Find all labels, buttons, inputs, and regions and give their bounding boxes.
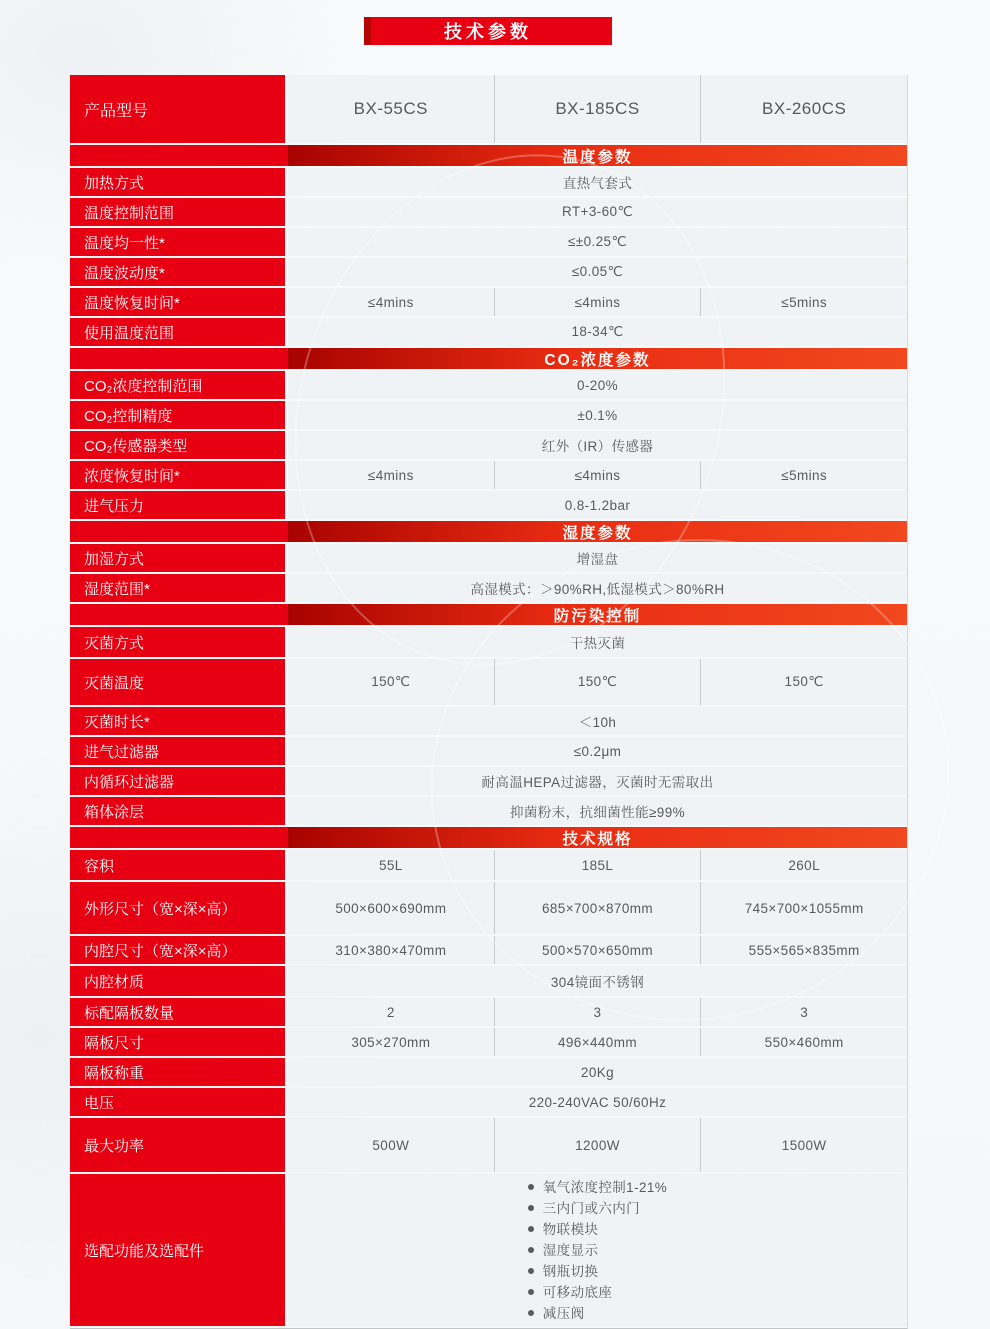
spec-row-shelf-load — [70, 1058, 907, 1086]
model-header-cells — [288, 75, 907, 143]
row-label: CO₂控制精度 — [70, 401, 285, 429]
spec-row-cabinet-coating — [70, 797, 907, 825]
row-value-col3: 550×460mm — [700, 1028, 907, 1056]
spec-row-operating-temp-range — [70, 318, 907, 346]
spec-row-humidify-method — [70, 544, 907, 572]
section-title: 技术规格 — [288, 827, 907, 848]
row-value-col2: 500×570×650mm — [494, 936, 701, 964]
row-value: RT+3-60℃ — [288, 198, 907, 226]
section-title: CO₂浓度参数 — [288, 348, 907, 369]
row-value: 耐高温HEPA过滤器，灭菌时无需取出 — [288, 767, 907, 795]
row-value: 抑菌粉末，抗细菌性能≥99% — [288, 797, 907, 825]
row-label: 内腔尺寸（宽×深×高） — [70, 936, 285, 964]
row-label: 温度控制范围 — [70, 198, 285, 226]
row-value-col2: 185L — [494, 850, 701, 880]
option-item: 钢瓶切换 — [528, 1261, 667, 1282]
option-item: 可移动底座 — [528, 1282, 667, 1303]
spec-row-humidity-range — [70, 574, 907, 602]
spec-row-co2-sensor-type — [70, 431, 907, 459]
row-value: 20Kg — [288, 1058, 907, 1086]
section-title: 湿度参数 — [288, 521, 907, 542]
section-band-left — [70, 827, 288, 848]
row-values — [288, 850, 907, 880]
section-band-co2 — [70, 348, 907, 369]
row-values — [288, 936, 907, 964]
row-value: 0.8-1.2bar — [288, 491, 907, 519]
row-value-col1: 305×270mm — [351, 1034, 431, 1050]
options-list — [528, 1177, 667, 1324]
section-title: 温度参数 — [288, 145, 907, 166]
row-label: 温度波动度* — [70, 258, 285, 286]
row-value-col2: 150℃ — [494, 659, 701, 705]
spec-row-chamber-material — [70, 966, 907, 996]
row-value-col3: 745×700×1055mm — [700, 882, 907, 934]
spec-row-shelf-count — [70, 998, 907, 1026]
option-item: 减压阀 — [528, 1303, 667, 1324]
spec-row-temp-uniformity — [70, 228, 907, 256]
row-value: ±0.1% — [288, 401, 907, 429]
row-label: 外形尺寸（宽×深×高） — [70, 882, 285, 934]
option-item: 三内门或六内门 — [528, 1198, 667, 1219]
row-label: 浓度恢复时间* — [70, 461, 285, 489]
row-label: 标配隔板数量 — [70, 998, 285, 1026]
row-value-col3: 150℃ — [700, 659, 907, 705]
row-value-col1: 310×380×470mm — [335, 942, 447, 958]
row-values — [288, 461, 907, 489]
spec-row-capacity — [70, 850, 907, 880]
spec-row-optional-features — [70, 1174, 907, 1326]
row-label: 灭菌方式 — [70, 627, 285, 657]
row-label: CO₂浓度控制范围 — [70, 371, 285, 399]
section-band-anticontamination — [70, 604, 907, 625]
row-values — [288, 882, 907, 934]
row-label: 最大功率 — [70, 1118, 285, 1172]
row-value-col2: ≤4mins — [494, 288, 701, 316]
row-value: 高湿模式：＞90%RH,低湿模式＞80%RH — [288, 574, 907, 602]
product-model-label: 产品型号 — [70, 75, 285, 143]
spec-row-co2-recovery-time — [70, 461, 907, 489]
row-value: 220-240VAC 50/60Hz — [288, 1088, 907, 1116]
row-value: 304镜面不锈钢 — [288, 966, 907, 996]
row-label: 容积 — [70, 850, 285, 880]
spec-row-co2-accuracy — [70, 401, 907, 429]
row-value-col2: 1200W — [494, 1118, 701, 1172]
spec-row-internal-filter — [70, 767, 907, 795]
row-label: 温度恢复时间* — [70, 288, 285, 316]
row-value-col1: 500W — [372, 1137, 410, 1153]
option-item: 氧气浓度控制1-21% — [528, 1177, 667, 1198]
row-label: 使用温度范围 — [70, 318, 285, 346]
row-value-col2: 685×700×870mm — [494, 882, 701, 934]
row-value: ＜10h — [288, 707, 907, 735]
row-value-col3: 3 — [700, 998, 907, 1026]
row-value: 18-34℃ — [288, 318, 907, 346]
row-value: ≤±0.25℃ — [288, 228, 907, 256]
row-label: 湿度范围* — [70, 574, 285, 602]
row-value-col3: 260L — [700, 850, 907, 880]
section-band-specifications — [70, 827, 907, 848]
row-value-col1: ≤4mins — [367, 294, 414, 310]
spec-row-temp-recovery-time — [70, 288, 907, 316]
row-label: 隔板称重 — [70, 1058, 285, 1086]
row-value — [288, 1174, 907, 1326]
row-value: 增湿盘 — [288, 544, 907, 572]
row-label: 箱体涂层 — [70, 797, 285, 825]
row-value-col1: 2 — [386, 1004, 395, 1020]
row-value: 干热灭菌 — [288, 627, 907, 657]
spec-row-sterilization-temp — [70, 659, 907, 705]
row-label: 进气压力 — [70, 491, 285, 519]
row-label: 加湿方式 — [70, 544, 285, 572]
model-name-bx185cs: BX-185CS — [494, 75, 701, 143]
row-value-col2: 3 — [494, 998, 701, 1026]
section-band-left — [70, 145, 288, 166]
row-value-col3: 555×565×835mm — [700, 936, 907, 964]
row-label: 隔板尺寸 — [70, 1028, 285, 1056]
row-label: 灭菌时长* — [70, 707, 285, 735]
spec-table — [70, 75, 908, 1329]
section-title: 防污染控制 — [288, 604, 907, 625]
row-value-col3: ≤5mins — [700, 288, 907, 316]
row-value: ≤0.2μm — [288, 737, 907, 765]
spec-row-sterilization-method — [70, 627, 907, 657]
row-values — [288, 1118, 907, 1172]
row-values — [288, 659, 907, 705]
row-value-col2: ≤4mins — [494, 461, 701, 489]
row-value-col1: ≤4mins — [367, 467, 414, 483]
row-label: 灭菌温度 — [70, 659, 285, 705]
row-label: 内腔材质 — [70, 966, 285, 996]
row-value: 红外（IR）传感器 — [288, 431, 907, 459]
spec-row-temp-control-range — [70, 198, 907, 226]
model-name-bx55cs: BX-55CS — [353, 99, 429, 118]
row-label: 选配功能及选配件 — [70, 1174, 285, 1326]
row-values — [288, 1028, 907, 1056]
row-label: 加热方式 — [70, 168, 285, 196]
row-value: ≤0.05℃ — [288, 258, 907, 286]
section-band-temperature — [70, 145, 907, 166]
spec-row-inlet-filter — [70, 737, 907, 765]
section-band-left — [70, 348, 288, 369]
spec-row-internal-dimensions — [70, 936, 907, 964]
row-value-col1: 55L — [378, 857, 403, 873]
page-title: 技术参数 — [364, 17, 612, 45]
row-value-col1: 150℃ — [371, 674, 411, 689]
section-band-left — [70, 521, 288, 542]
row-values — [288, 998, 907, 1026]
spec-row-inlet-pressure — [70, 491, 907, 519]
spec-row-co2-control-range — [70, 371, 907, 399]
row-values — [288, 288, 907, 316]
row-label: 内循环过滤器 — [70, 767, 285, 795]
row-label: 温度均一性* — [70, 228, 285, 256]
option-item: 湿度显示 — [528, 1240, 667, 1261]
spec-row-sterilization-duration — [70, 707, 907, 735]
section-band-left — [70, 604, 288, 625]
model-name-bx260cs: BX-260CS — [700, 75, 907, 143]
row-label: CO₂传感器类型 — [70, 431, 285, 459]
table-header-row — [70, 75, 907, 143]
spec-row-temp-fluctuation — [70, 258, 907, 286]
row-value: 0-20% — [288, 371, 907, 399]
row-label: 进气过滤器 — [70, 737, 285, 765]
option-item: 物联模块 — [528, 1219, 667, 1240]
spec-row-external-dimensions — [70, 882, 907, 934]
spec-row-heating-method — [70, 168, 907, 196]
row-label: 电压 — [70, 1088, 285, 1116]
row-value: 直热气套式 — [288, 168, 907, 196]
spec-row-max-power — [70, 1118, 907, 1172]
row-value-col2: 496×440mm — [494, 1028, 701, 1056]
row-value-col3: ≤5mins — [700, 461, 907, 489]
row-value-col3: 1500W — [700, 1118, 907, 1172]
spec-row-voltage — [70, 1088, 907, 1116]
section-band-humidity — [70, 521, 907, 542]
row-value-col1: 500×600×690mm — [335, 900, 447, 916]
spec-row-shelf-size — [70, 1028, 907, 1056]
